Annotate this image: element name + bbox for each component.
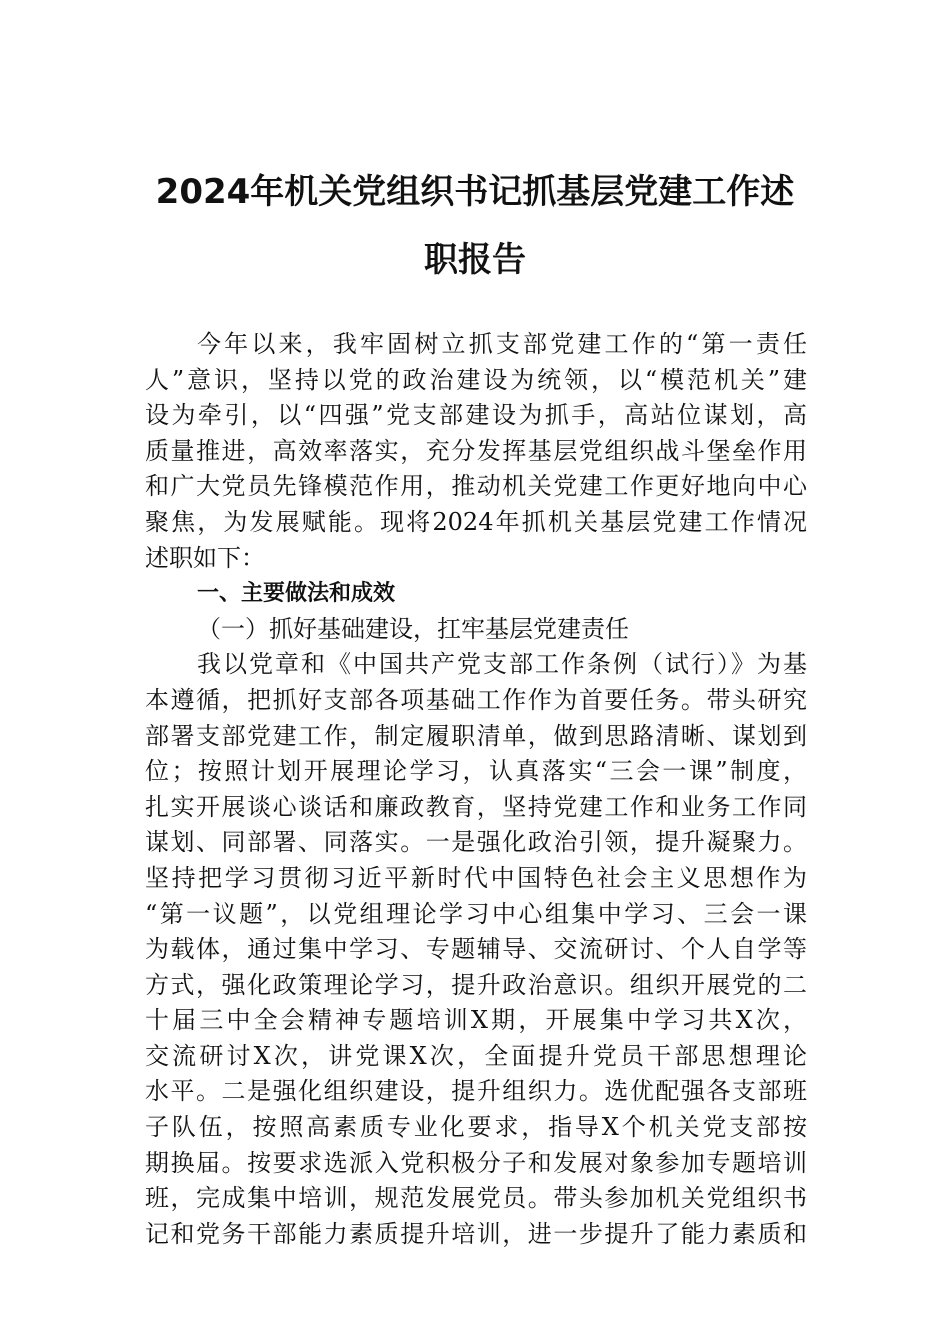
document-title-line-1: 2024年机关党组织书记抓基层党建工作述	[155, 172, 795, 212]
paragraph-line: 位；按照计划开展理论学习，认真落实“三会一课”制度，	[145, 757, 807, 786]
paragraph-line: 述职如下：	[145, 543, 265, 572]
paragraph-line: 扎实开展谈心谈话和廉政教育，坚持党建工作和业务工作同	[145, 792, 807, 821]
document-title-line-2: 职报告	[424, 240, 526, 280]
paragraph-line: 聚焦，为发展赋能。现将2024年抓机关基层党建工作情况	[145, 507, 807, 536]
section-heading: 一、主要做法和成效	[197, 581, 396, 607]
paragraph-line: 水平。二是强化组织建设，提升组织力。选优配强各支部班	[145, 1077, 807, 1106]
paragraph-line: 和广大党员先锋模范作用，推动机关党建工作更好地向中心	[145, 472, 807, 501]
paragraph-line: 质量推进，高效率落实，充分发挥基层党组织战斗堡垒作用	[145, 436, 807, 465]
paragraph-line: 方式，强化政策理论学习，提升政治意识。组织开展党的二	[145, 970, 807, 999]
paragraph-line: 十届三中全会精神专题培训X期，开展集中学习共X次，	[145, 1006, 807, 1035]
paragraph-line: 交流研讨X次，讲党课X次，全面提升党员干部思想理论	[145, 1041, 807, 1070]
paragraph-line: 今年以来，我牢固树立抓支部党建工作的“第一责任	[197, 330, 807, 358]
paragraph-line: 设为牵引，以“四强”党支部建设为抓手，高站位谋划，高	[145, 401, 807, 430]
subsection-heading: （一）抓好基础建设，扛牢基层党建责任	[197, 614, 629, 643]
document-body	[145, 327, 807, 1252]
paragraph-line: 部署支部党建工作，制定履职清单，做到思路清晰、谋划到	[145, 721, 807, 750]
paragraph-line: 本遵循，把抓好支部各项基础工作作为首要任务。带头研究	[145, 685, 807, 714]
paragraph-line: “第一议题”，以党组理论学习中心组集中学习、三会一课	[145, 899, 807, 928]
paragraph-line: 我以党章和《中国共产党支部工作条例（试行）》为基	[197, 650, 807, 679]
paragraph-line: 为载体，通过集中学习、专题辅导、交流研讨、个人自学等	[145, 935, 807, 964]
paragraph-line: 坚持把学习贯彻习近平新时代中国特色社会主义思想作为	[145, 863, 807, 892]
paragraph-line: 谋划、同部署、同落实。一是强化政治引领，提升凝聚力。	[145, 828, 807, 857]
paragraph-line: 班，完成集中培训，规范发展党员。带头参加机关党组织书	[145, 1184, 807, 1213]
paragraph-line: 记和党务干部能力素质提升培训，进一步提升了能力素质和	[145, 1219, 807, 1248]
paragraph-line: 子队伍，按照高素质专业化要求，指导X个机关党支部按	[145, 1113, 807, 1142]
paragraph-line: 期换届。按要求选派入党积极分子和发展对象参加专题培训	[145, 1148, 807, 1177]
paragraph-line: 人”意识，坚持以党的政治建设为统领，以“模范机关”建	[145, 365, 807, 394]
